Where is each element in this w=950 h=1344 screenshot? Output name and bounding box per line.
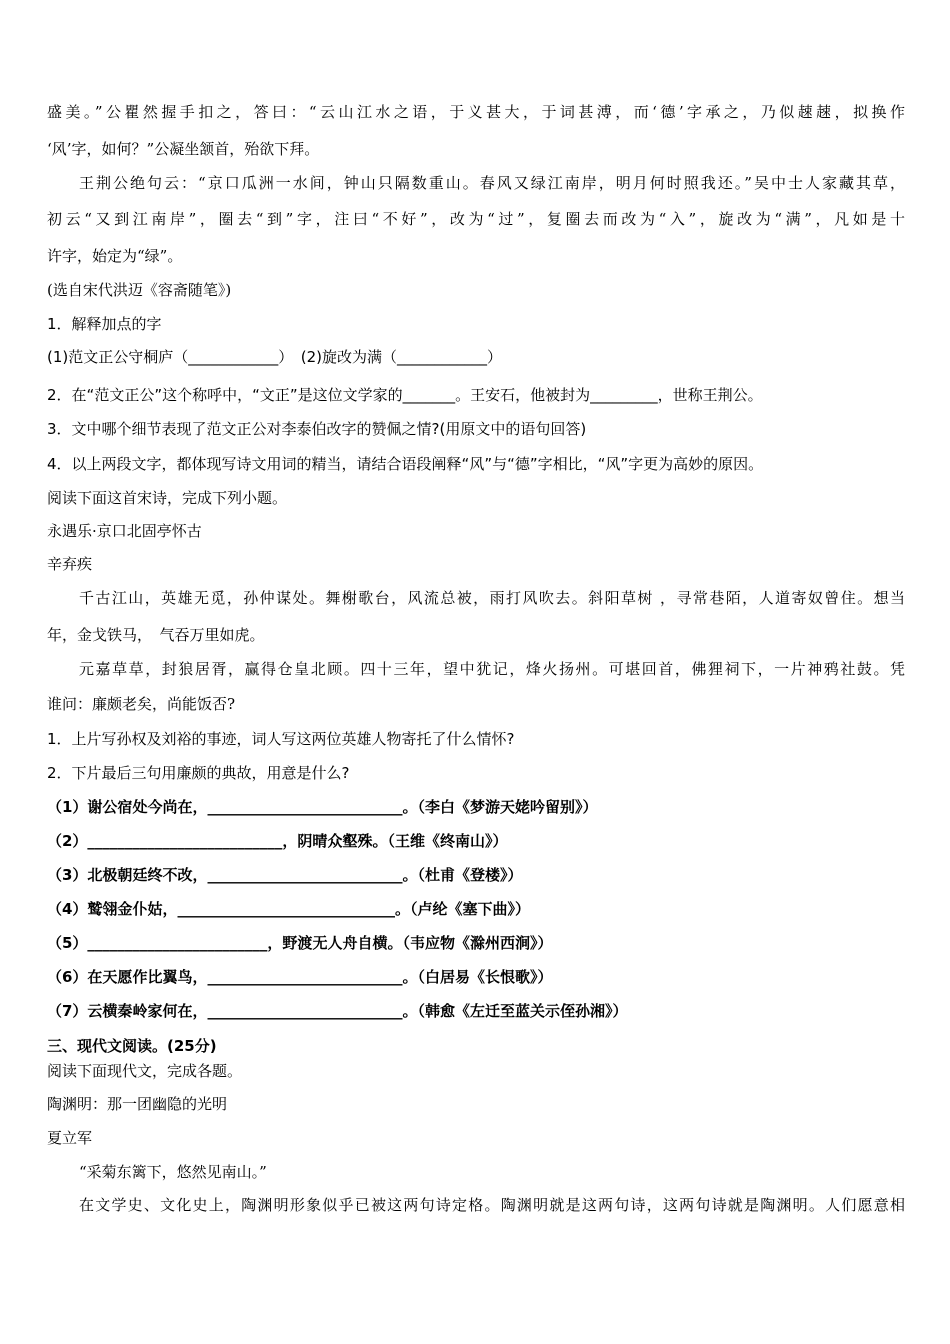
modern-author: 夏立军	[47, 1129, 93, 1147]
poem-intro: 阅读下面这首宋诗，完成下列小题。	[47, 489, 288, 507]
question-4: 4．以上两段文字，都体现写诗文用词的精当，请结合语段阐释“风”与“德”字相比，“风”字更为高妙的原因。	[47, 455, 764, 473]
passage-line: 盛美。”公瞿然握手扣之，答曰：“云山江水之语，于义甚大，于词甚溥，而‘德’字承之，乃似趚趚，拟换作	[47, 103, 905, 121]
passage-line: ‘风’字，如何？”公凝坐颔首，殆欲下拜。	[47, 140, 320, 158]
poem-line: 谁问：廉颇老矣，尚能饭否?	[47, 695, 236, 713]
question-2: 2．在“范文正公”这个称呼中，“文正”是这位文学家的_______。王安石，他被封为_________，世称王荆公。	[47, 386, 763, 404]
fill-in-item: （6）在天愿作比翼鸟，__________________________。（白居易《长恨歌》）	[47, 968, 553, 986]
fill-in-item: （7）云横秦岭家何在，__________________________。（韩愈《左迁至蓝关示侄孙湘》）	[47, 1002, 628, 1020]
poem-title: 永遇乐·京口北固亭怀古	[47, 522, 202, 540]
poem-line: 年，金戈铁马， 气吞万里如虎。	[47, 626, 265, 644]
fill-in-item: （5）________________________，野渡无人舟自横。（韦应物《滁州西涧》）	[47, 934, 553, 952]
question-1-items: (1)范文正公守桐庐（____________） (2)旋改为满（____________）	[47, 348, 502, 366]
fill-in-item: （1）谢公宿处今尚在，__________________________。（李白《梦游天姥吟留别》）	[47, 798, 598, 816]
modern-intro: 阅读下面现代文，完成各题。	[47, 1062, 243, 1080]
question-1: 1．解释加点的字	[47, 315, 162, 333]
poem-question-1: 1．上片写孙权及刘裕的事迹，词人写这两位英雄人物寄托了什么情怀?	[47, 730, 515, 748]
modern-paragraph-line: 在文学史、文化史上，陶渊明形象似乎已被这两句诗定格。陶渊明就是这两句诗，这两句诗就是陶渊明。人们愿意相	[79, 1196, 905, 1214]
passage-source: (选自宋代洪迈《容斋随笔》)	[47, 281, 232, 299]
modern-quote: “采菊东篱下，悠然见南山。”	[79, 1163, 267, 1181]
poem-line: 千古江山，英雄无觅，孙仲谋处。舞榭歌台，风流总被，雨打风吹去。斜阳草树 ，寻常巷陌，人道寄奴曾住。想当	[79, 589, 905, 607]
fill-in-item: （2）__________________________，阴晴众壑殊。（王维《终南山》）	[47, 832, 508, 850]
question-3: 3．文中哪个细节表现了范文正公对李泰伯改字的赞佩之情?(用原文中的语句回答)	[47, 420, 587, 438]
fill-in-item: （3）北极朝廷终不改，__________________________。（杜甫《登楼》）	[47, 866, 523, 884]
passage-line: 许字，始定为“绿”。	[47, 247, 183, 265]
poem-author: 辛弃疾	[47, 555, 93, 573]
passage-line: 初云“又到江南岸”，圈去“到”字，注曰“不好”，改为“过”，复圈去而改为“入”，旋改为“满”，凡如是十	[47, 210, 905, 228]
section-heading: 三、现代文阅读。(25分)	[47, 1037, 217, 1055]
modern-title: 陶渊明：那一团幽隐的光明	[47, 1095, 228, 1113]
passage-line: 王荆公绝句云：“京口瓜洲一水间，钟山只隔数重山。春风又绿江南岸，明月何时照我还。”吴中士人家藏其草，	[79, 174, 905, 192]
fill-in-item: （4）鹫翎金仆姑，_____________________________。（卢纶《塞下曲》）	[47, 900, 530, 918]
poem-line: 元嘉草草，封狼居胥，赢得仓皇北顾。四十三年，望中犹记，烽火扬州。可堪回首，佛狸祠下，一片神鸦社鼓。凭	[79, 660, 905, 678]
poem-question-2: 2．下片最后三句用廉颇的典故，用意是什么?	[47, 764, 350, 782]
